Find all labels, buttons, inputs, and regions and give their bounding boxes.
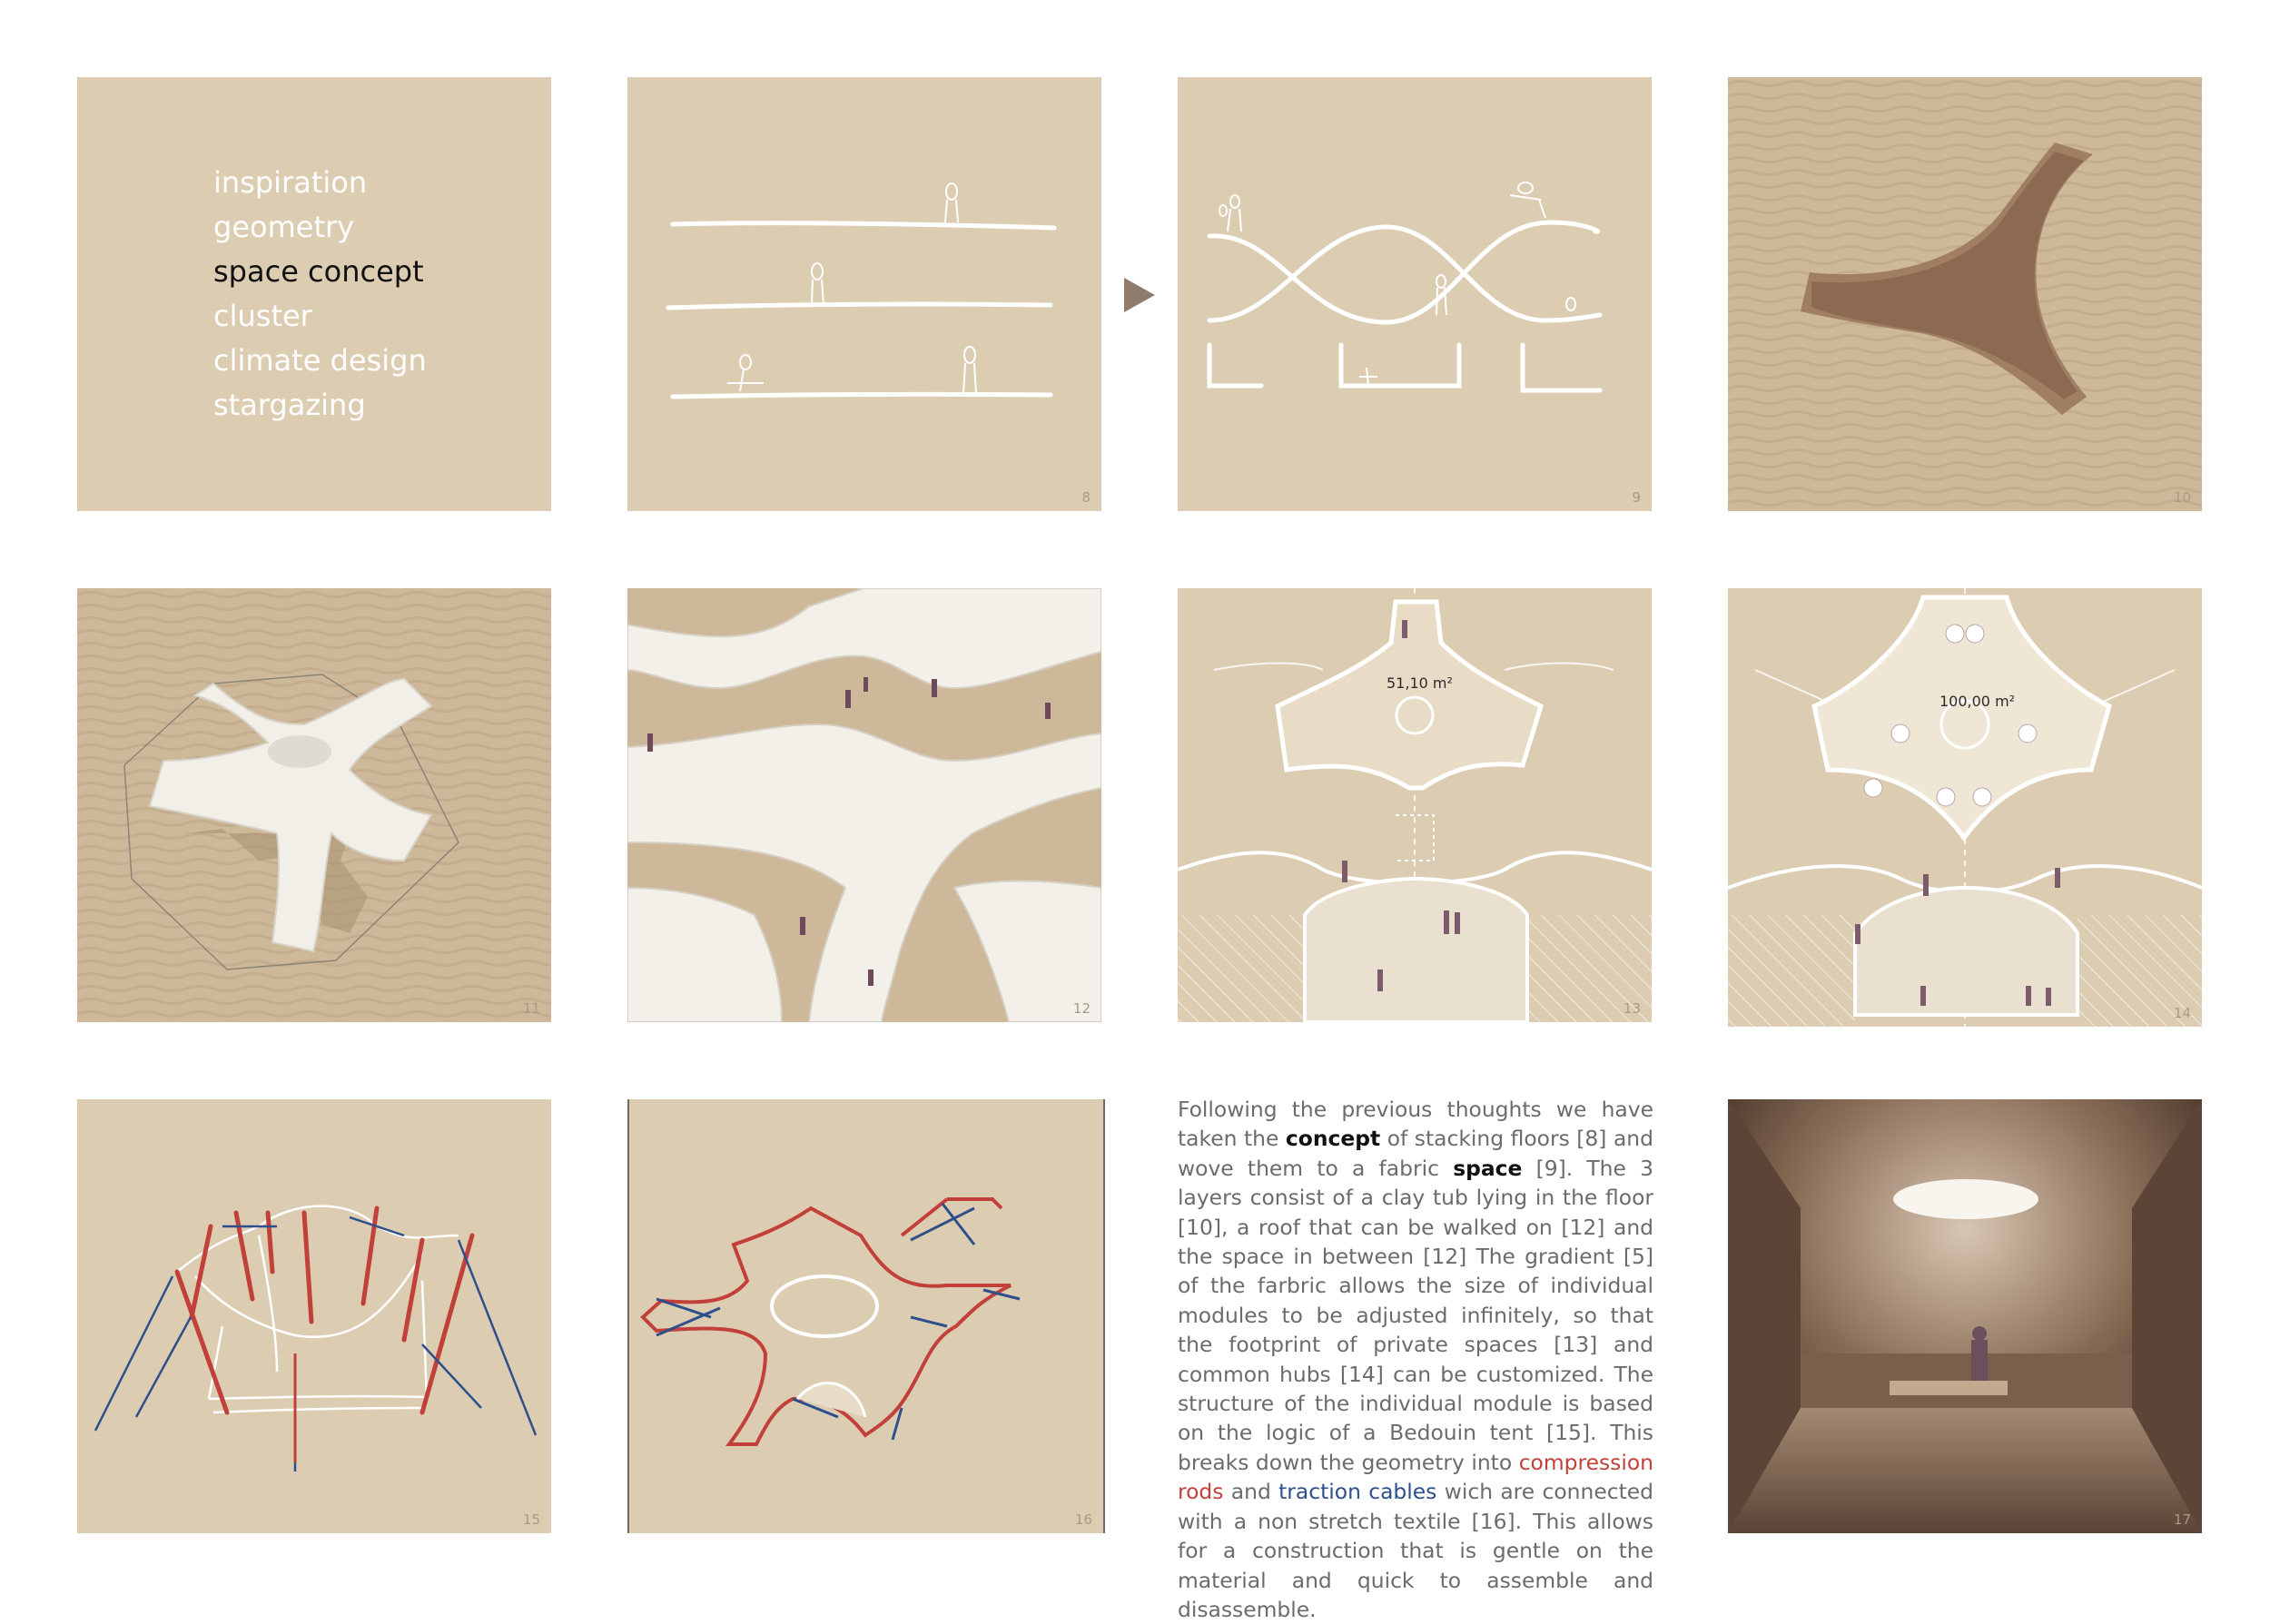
- panel-structure-diagram: [627, 1099, 1105, 1533]
- stacked-floors-sketch: [627, 77, 1101, 511]
- description-part: and: [1223, 1479, 1279, 1505]
- area-label: 51,10 m²: [1387, 674, 1453, 692]
- panel-number: 14: [2173, 1005, 2191, 1021]
- panel-woven-floors: [1178, 77, 1652, 511]
- panel-number: 17: [2173, 1511, 2191, 1528]
- panel-number: 16: [1074, 1511, 1092, 1528]
- private-plan-section: [1178, 588, 1652, 1022]
- panel-number: 12: [1072, 1000, 1091, 1017]
- area-label: 100,00 m²: [1939, 693, 2016, 710]
- menu-item-climate-design[interactable]: climate design: [213, 343, 427, 378]
- keyword-traction-cables: traction cables: [1278, 1479, 1437, 1505]
- bedouin-tent-sketch: [77, 1099, 551, 1533]
- interior-render: [1728, 1099, 2202, 1533]
- cluster-render: [627, 588, 1101, 1022]
- panel-module-render: [77, 588, 551, 1022]
- menu-item-geometry[interactable]: geometry: [213, 210, 355, 244]
- panel-interior-render: [1728, 1099, 2202, 1533]
- panel-number: 13: [1623, 1000, 1641, 1017]
- woven-floors-sketch: [1178, 77, 1652, 511]
- keyword-space: space: [1453, 1155, 1523, 1181]
- description-text: [1178, 1095, 1653, 1624]
- keyword-compression-rods: compression rods: [1178, 1449, 1653, 1505]
- panel-number: 15: [522, 1511, 540, 1528]
- module-render: [77, 588, 551, 1022]
- panel-number: 11: [522, 1000, 540, 1017]
- keyword-concept: concept: [1285, 1126, 1381, 1152]
- play-arrow-icon: [1124, 278, 1155, 312]
- panel-number: 10: [2173, 489, 2191, 506]
- menu-item-cluster[interactable]: cluster: [213, 299, 312, 333]
- panel-stacked-floors: [627, 77, 1101, 511]
- panel-private-plan: [1178, 588, 1652, 1022]
- description-part: wich are connected with a non stretch textile [16]. This allows for a construction that is gentle on the material and quick to assemble and disassemble.: [1178, 1479, 1653, 1622]
- menu-item-space-concept[interactable]: space concept: [213, 254, 424, 289]
- panel-clay-tub-render: [1728, 77, 2202, 511]
- menu-panel: [77, 77, 551, 511]
- menu-item-stargazing[interactable]: stargazing: [213, 388, 366, 422]
- description-part: Following the previous thoughts we have taken the: [1178, 1097, 1653, 1152]
- panel-number: 8: [1081, 489, 1091, 506]
- common-plan-section: [1728, 588, 2202, 1027]
- panel-bedouin-tent: [77, 1099, 551, 1533]
- panel-cluster-render: [627, 588, 1101, 1022]
- panel-common-plan: [1728, 588, 2202, 1027]
- structure-diagram-sketch: [629, 1099, 1103, 1533]
- menu-item-inspiration[interactable]: inspiration: [213, 165, 368, 200]
- description-part: [9]. The 3 layers consist of a clay tub lying in the floor [10], a roof that can be walked on [12] and the space in between [12] The gradient [5] of the farbric allows the size of individual modules to be adjusted infinitely, so that the footprint of private spaces [13] and common hubs [14] can be customized. The structure of the individual module is based on the logic of a Bedouin tent [15]. This breaks down the geometry into: [1178, 1155, 1654, 1475]
- chapter-menu: [213, 161, 427, 428]
- panel-number: 9: [1632, 489, 1641, 506]
- description-part: of stacking floors [8] and wove them to a fabric: [1178, 1126, 1653, 1181]
- clay-tub-render: [1728, 77, 2202, 511]
